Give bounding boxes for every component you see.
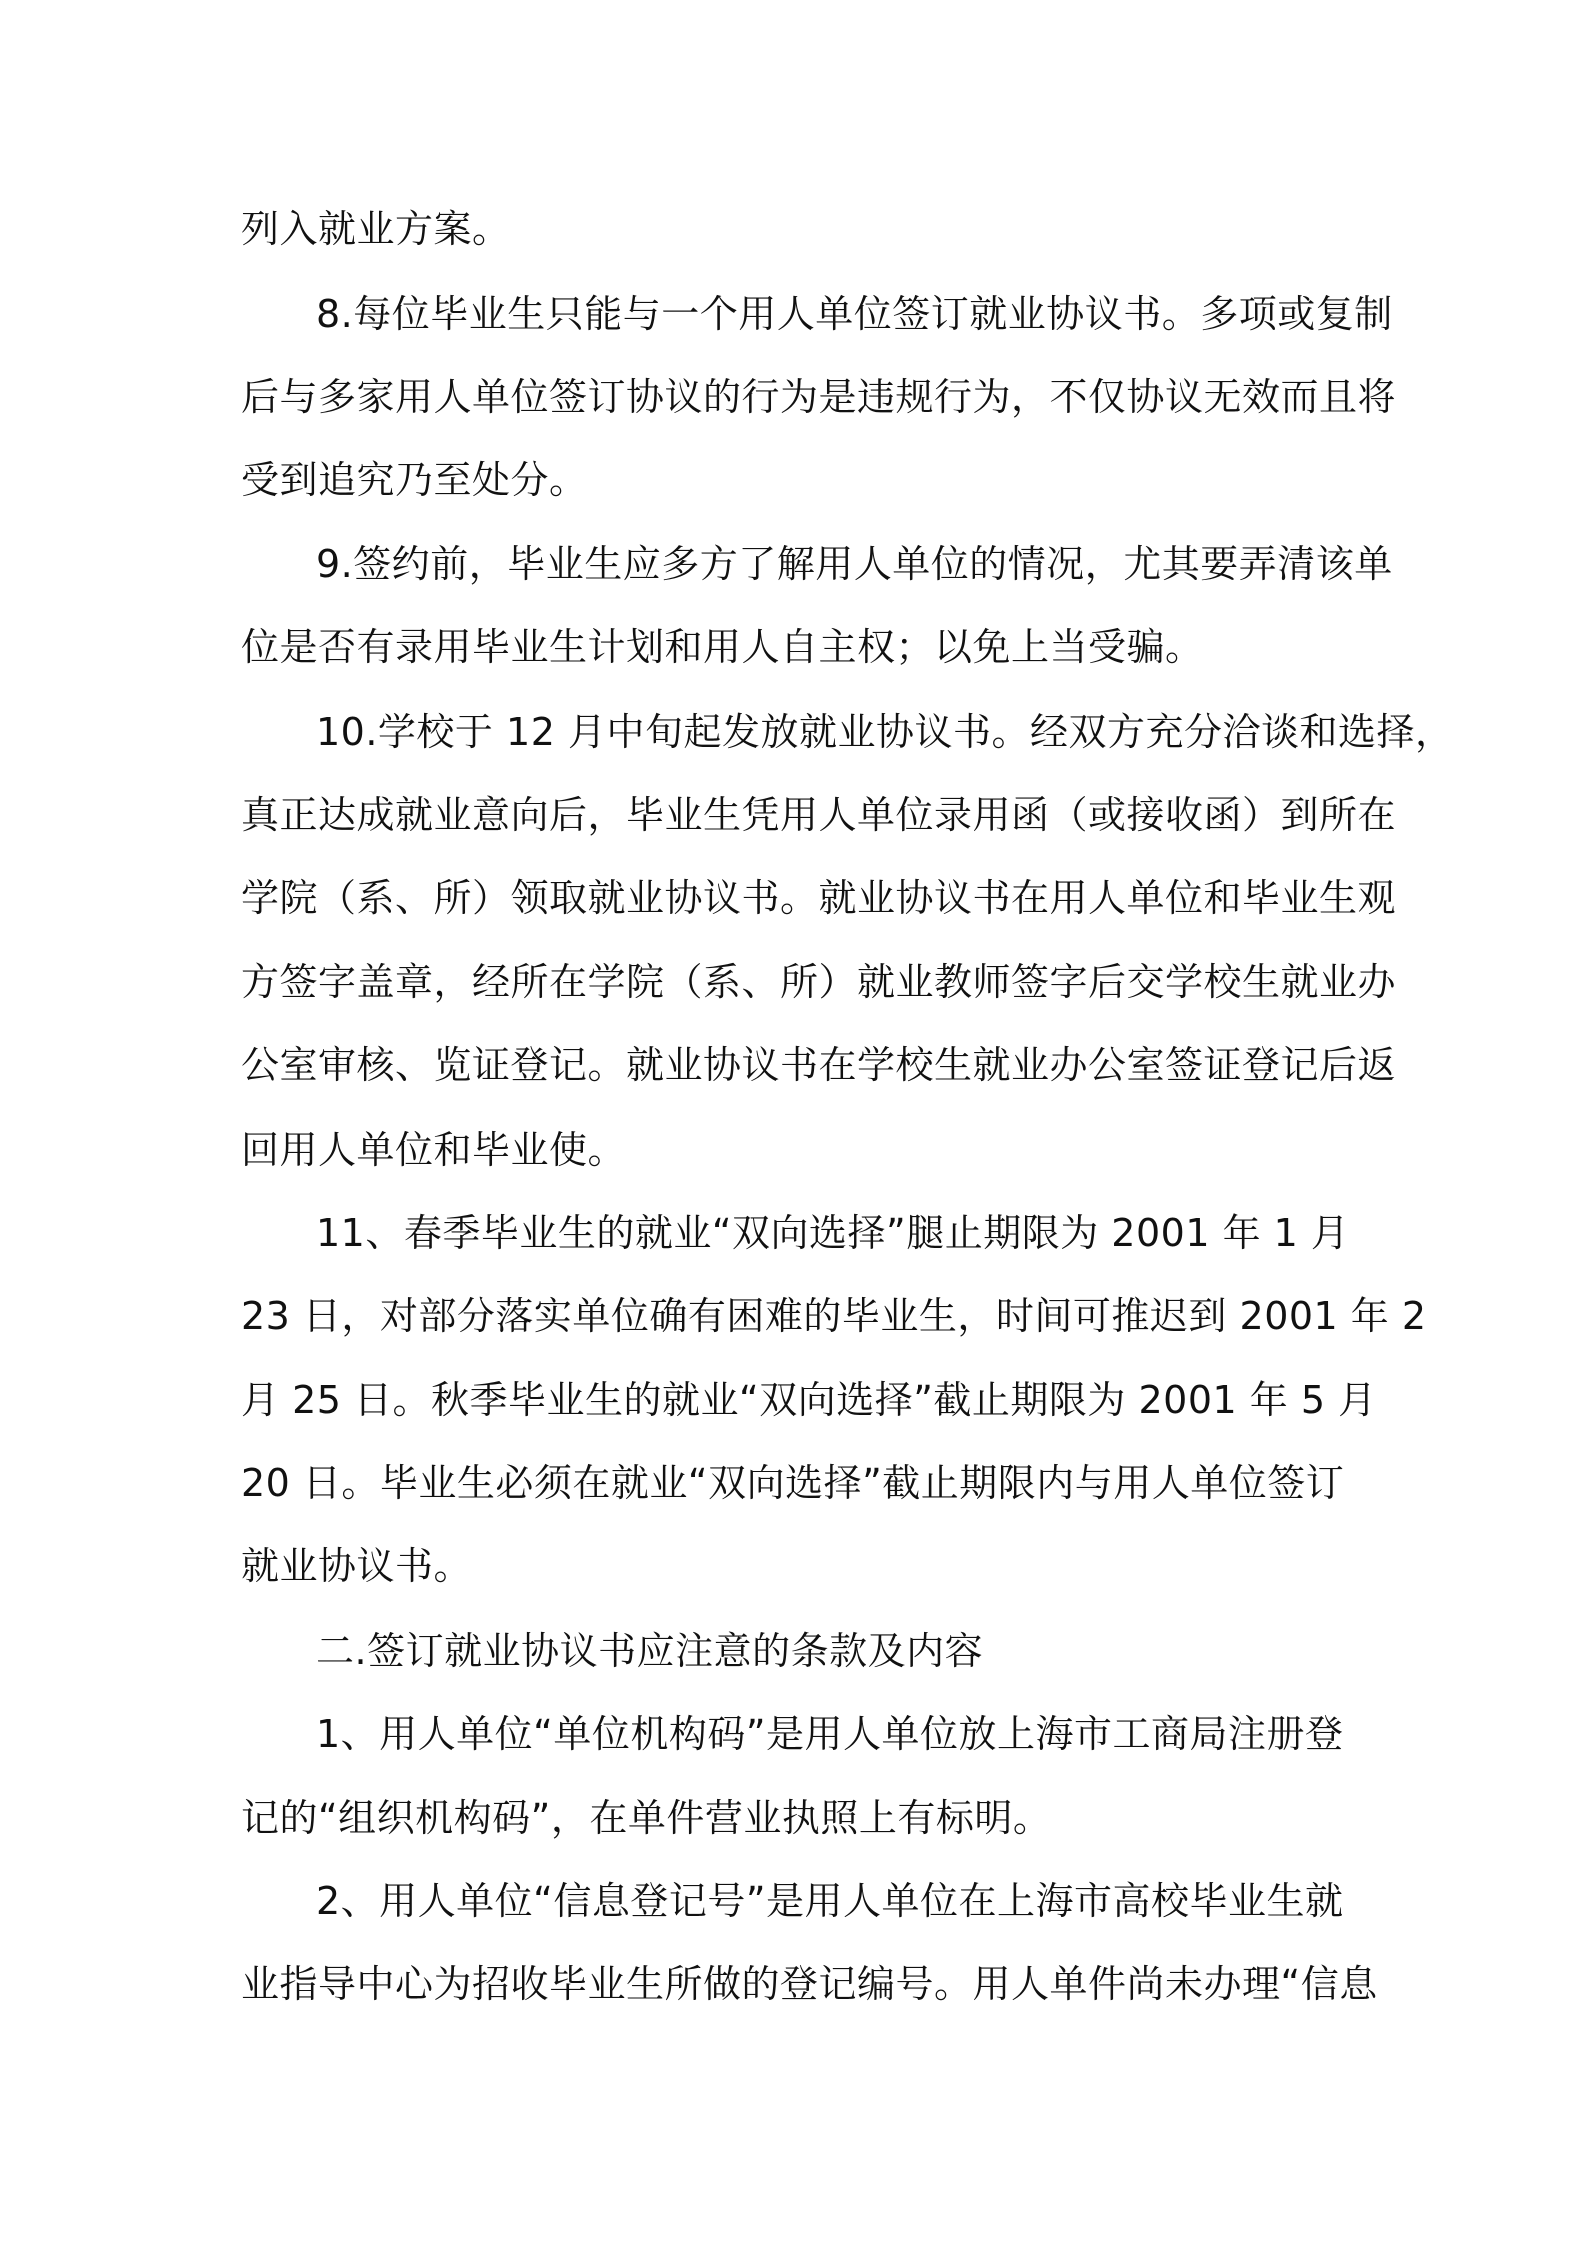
text-line: 公室审核、览证登记。就业协议书在学校生就业办公室签证登记后返 bbox=[241, 1043, 1397, 1087]
section-heading: 二.签订就业协议书应注意的条款及内容 bbox=[316, 1629, 984, 1673]
text-line: 学院（系、所）领取就业协议书。就业协议书在用人单位和毕业生观 bbox=[241, 876, 1397, 920]
text-line: 10.学校于 12 月中旬起发放就业协议书。经双方充分洽谈和选择， bbox=[316, 710, 1454, 754]
text-line: 月 25 日。秋季毕业生的就业“双向选择”截止期限为 2001 年 5 月 bbox=[241, 1378, 1377, 1422]
text-line: 1、用人单位“单位机构码”是用人单位放上海市工商局注册登 bbox=[316, 1712, 1344, 1756]
text-line: 就业协议书。 bbox=[241, 1544, 473, 1588]
text-line: 20 日。毕业生必须在就业“双向选择”截止期限内与用人单位签订 bbox=[241, 1461, 1345, 1505]
text-line: 位是否有录用毕业生计划和用人自主权；以免上当受骗。 bbox=[241, 625, 1204, 669]
text-line: 真正达成就业意向后，毕业生凭用人单位录用函（或接收函）到所在 bbox=[241, 793, 1397, 837]
text-line: 23 日，对部分落实单位确有困难的毕业生，时间可推迟到 2001 年 2 bbox=[241, 1294, 1427, 1338]
text-line: 记的“组织机构码”，在单件营业执照上有标明。 bbox=[241, 1796, 1052, 1840]
text-line: 业指导中心为招收毕业生所做的登记编号。用人单件尚未办理“信息 bbox=[241, 1962, 1378, 2006]
text-line: 9.签约前，毕业生应多方了解用人单位的情况，尤其要弄清该单 bbox=[316, 542, 1393, 586]
text-line: 11、春季毕业生的就业“双向选择”腿止期限为 2001 年 1 月 bbox=[316, 1211, 1350, 1255]
text-line: 后与多家用人单位签订协议的行为是违规行为，不仅协议无效而且将 bbox=[241, 375, 1397, 419]
text-line: 方签字盖章，经所在学院（系、所）就业教师签字后交学校生就业办 bbox=[241, 960, 1397, 1004]
text-line: 受到追究乃至处分。 bbox=[241, 458, 588, 502]
text-line: 列入就业方案。 bbox=[241, 207, 511, 251]
text-line: 2、用人单位“信息登记号”是用人单位在上海市高校毕业生就 bbox=[316, 1879, 1344, 1923]
text-line: 8.每位毕业生只能与一个用人单位签订就业协议书。多项或复制 bbox=[316, 292, 1393, 336]
text-line: 回用人单位和毕业使。 bbox=[241, 1128, 627, 1172]
